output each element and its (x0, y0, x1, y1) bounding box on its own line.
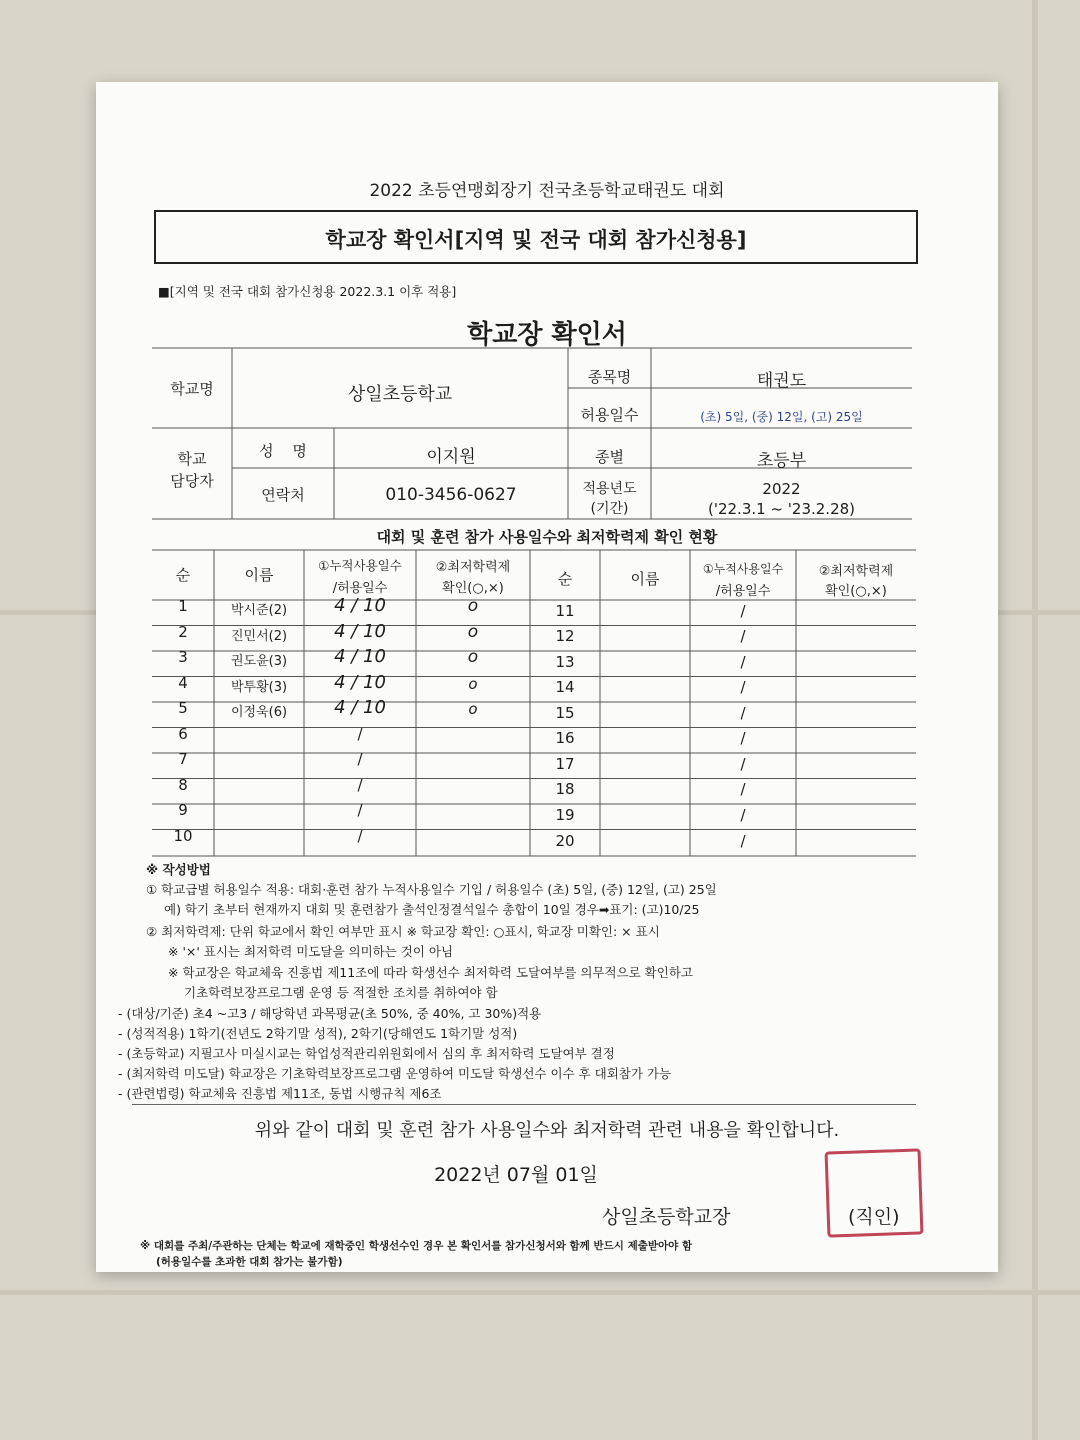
row-9-days: / (357, 801, 363, 819)
confirm-date: 2022년 07월 01일 (434, 1164, 598, 1186)
row-18-no: 18 (555, 780, 575, 798)
row-15-days: / (740, 704, 746, 722)
row-3-check: o (467, 647, 479, 667)
row-3-name: 권도윤(3) (230, 654, 288, 669)
col-header-name-left: 이름 (244, 566, 274, 584)
row-13-no: 13 (555, 653, 575, 671)
footer-note-2: (허용일수를 초과한 대회 참가는 불가함) (156, 1256, 343, 1268)
boxed-title: 학교장 확인서[지역 및 전국 대회 참가신청용] (325, 228, 747, 252)
col-header-name-right: 이름 (630, 570, 660, 588)
row-11-days: / (740, 602, 746, 620)
contact-value: 010-3456-0627 (385, 485, 517, 505)
row-5-days: 4 / 10 (334, 697, 386, 718)
event-label: 종목명 (587, 368, 632, 386)
method-line-10: - (최저학력 미도달) 학교장은 기초학력보장프로그램 운영하여 미도달 학생선수 이수 후 대회참가 가능 (118, 1066, 672, 1081)
footer-note-1: ※ 대회를 주최/주관하는 단체는 학교에 재학중인 학생선수인 경우 본 확인서를 참가신청서와 함께 반드시 제출받아야 함 (140, 1240, 693, 1252)
method-divider (132, 1104, 916, 1105)
name-value: 이지원 (426, 447, 476, 467)
col-header-check-right-2: 확인(○,×) (825, 584, 887, 599)
row-14-days: / (740, 678, 746, 696)
method-line-8: - (성적적용) 1학기(전년도 2학기말 성적), 2학기(당해연도 1학기말 성적) (118, 1026, 518, 1041)
document-page (96, 82, 998, 1272)
year-period: ('22.3.1 ~ '23.2.28) (707, 500, 856, 518)
contact-label: 연락처 (261, 486, 305, 504)
division-label: 종별 (595, 448, 624, 466)
row-5-check: o (468, 700, 478, 718)
method-line-9: - (초등학교) 지필고사 미실시교는 학업성적관리위원회에서 심의 후 최저학력 도달여부 결정 (118, 1046, 615, 1061)
row-1-no: 1 (178, 597, 188, 615)
col-header-check-right-1: ②최저학력제 (818, 564, 894, 579)
row-17-no: 17 (555, 755, 575, 773)
manager-label-2: 담당자 (170, 472, 214, 490)
scope-note: ■[지역 및 전국 대회 참가신청용 2022.3.1 이후 적용] (158, 284, 457, 299)
row-3-no: 3 (178, 648, 188, 666)
col-header-check-left-1: ②최저학력제 (435, 560, 511, 575)
cushion-seam-vertical (1032, 0, 1038, 1440)
row-2-days: 4 / 10 (334, 621, 386, 642)
row-2-no: 2 (178, 623, 188, 641)
row-9-no: 9 (178, 801, 188, 819)
row-7-days: / (357, 750, 363, 768)
year-label-1: 적용년도 (582, 481, 637, 497)
row-4-no: 4 (178, 674, 188, 692)
row-14-no: 14 (555, 678, 575, 696)
row-2-check: o (467, 622, 479, 642)
row-16-no: 16 (555, 729, 575, 747)
name-label: 성 명 (259, 442, 307, 460)
row-12-no: 12 (555, 627, 575, 645)
row-13-days: / (740, 653, 746, 671)
row-18-days: / (740, 780, 746, 798)
row-19-days: / (740, 806, 746, 824)
row-4-days: 4 / 10 (334, 672, 386, 693)
row-6-days: / (357, 725, 363, 743)
row-1-name: 박시준(2) (230, 603, 288, 618)
col-header-check-left-2: 확인(○,×) (442, 581, 504, 596)
row-2-name: 진민서(2) (230, 629, 288, 644)
col-header-no-left: 순 (175, 566, 191, 584)
row-12-days: / (740, 627, 746, 645)
year-label-2: (기간) (590, 501, 629, 517)
cushion-seam-lower (0, 1290, 1080, 1295)
row-7-no: 7 (178, 750, 188, 768)
seal-label: (직인) (848, 1206, 900, 1228)
division-value: 초등부 (756, 451, 807, 471)
row-3-days: 4 / 10 (334, 646, 386, 667)
school-value: 상일초등학교 (347, 384, 453, 405)
col-header-days-right-1: ①누적사용일수 (702, 562, 784, 576)
method-line-1: ① 학교급별 허용일수 적용: 대회·훈련 참가 누적사용일수 기입 / 허용일수 (초) 5일, (중) 12일, (고) 25일 (146, 882, 717, 897)
col-header-no-right: 순 (557, 570, 573, 588)
event-value: 태권도 (756, 371, 807, 391)
method-line-11: - (관련법령) 학교체육 진흥법 제11조, 동법 시행규칙 제6조 (118, 1086, 442, 1101)
confirm-statement: 위와 같이 대회 및 훈련 참가 사용일수와 최저학력 관련 내용을 확인합니다. (254, 1120, 840, 1141)
row-1-days: 4 / 10 (334, 595, 386, 616)
method-line-7: - (대상/기준) 초4 ~고3 / 해당학년 과목평균(초 50%, 중 40%, 고 30%)적용 (118, 1006, 542, 1021)
row-17-days: / (740, 755, 746, 773)
competition-title: 2022 초등연맹회장기 전국초등학교태권도 대회 (369, 181, 725, 201)
col-header-days-left-1: ①누적사용일수 (318, 558, 402, 573)
signer: 상일초등학교장 (602, 1206, 731, 1228)
row-8-no: 8 (178, 776, 188, 794)
method-line-4: ※ '×' 표시는 최저학력 미도달을 의미하는 것이 아님 (168, 944, 454, 959)
school-label: 학교명 (170, 380, 214, 398)
method-line-6: 기초학력보장프로그램 운영 등 적절한 조치를 취하여야 함 (184, 985, 498, 1000)
row-4-check: o (468, 675, 478, 693)
method-heading: ※ 작성방법 (146, 862, 211, 877)
col-header-days-right-2: /허용일수 (715, 584, 771, 599)
col-header-days-left-2: /허용일수 (332, 581, 388, 596)
status-title: 대회 및 훈련 참가 사용일수와 최저학력제 확인 현황 (376, 528, 718, 546)
row-1-check: o (467, 596, 479, 616)
method-line-2: 예) 학기 초부터 현재까지 대회 및 훈련참가 출석인정결석일수 총합이 10일 경우➡표기: (고)10/25 (164, 902, 700, 917)
row-5-name: 이정욱(6) (230, 705, 288, 720)
row-5-no: 5 (178, 699, 188, 717)
status-table-grid (96, 82, 998, 872)
row-10-days: / (357, 827, 363, 845)
method-line-3: ② 최저학력제: 단위 학교에서 확인 여부만 표시 ※ 학교장 확인: ○표시, 학교장 미확인: × 표시 (146, 924, 660, 939)
main-title: 학교장 확인서 (467, 320, 627, 350)
row-11-no: 11 (555, 602, 575, 620)
method-line-5: ※ 학교장은 학교체육 진흥법 제11조에 따라 학생선수 최저학력 도달여부를 의무적으로 확인하고 (168, 965, 693, 980)
row-15-no: 15 (555, 704, 575, 722)
allow-label: 허용일수 (580, 406, 639, 424)
allow-value: (초) 5일, (중) 12일, (고) 25일 (700, 410, 863, 424)
row-19-no: 19 (555, 806, 575, 824)
row-10-no: 10 (173, 827, 193, 845)
year-value: 2022 (762, 480, 801, 498)
manager-label-1: 학교 (177, 450, 207, 468)
row-16-days: / (740, 729, 746, 747)
row-6-no: 6 (178, 725, 188, 743)
row-20-days: / (740, 832, 746, 850)
row-4-name: 박투황(3) (230, 680, 288, 695)
row-20-no: 20 (555, 832, 575, 850)
row-8-days: / (357, 776, 363, 794)
